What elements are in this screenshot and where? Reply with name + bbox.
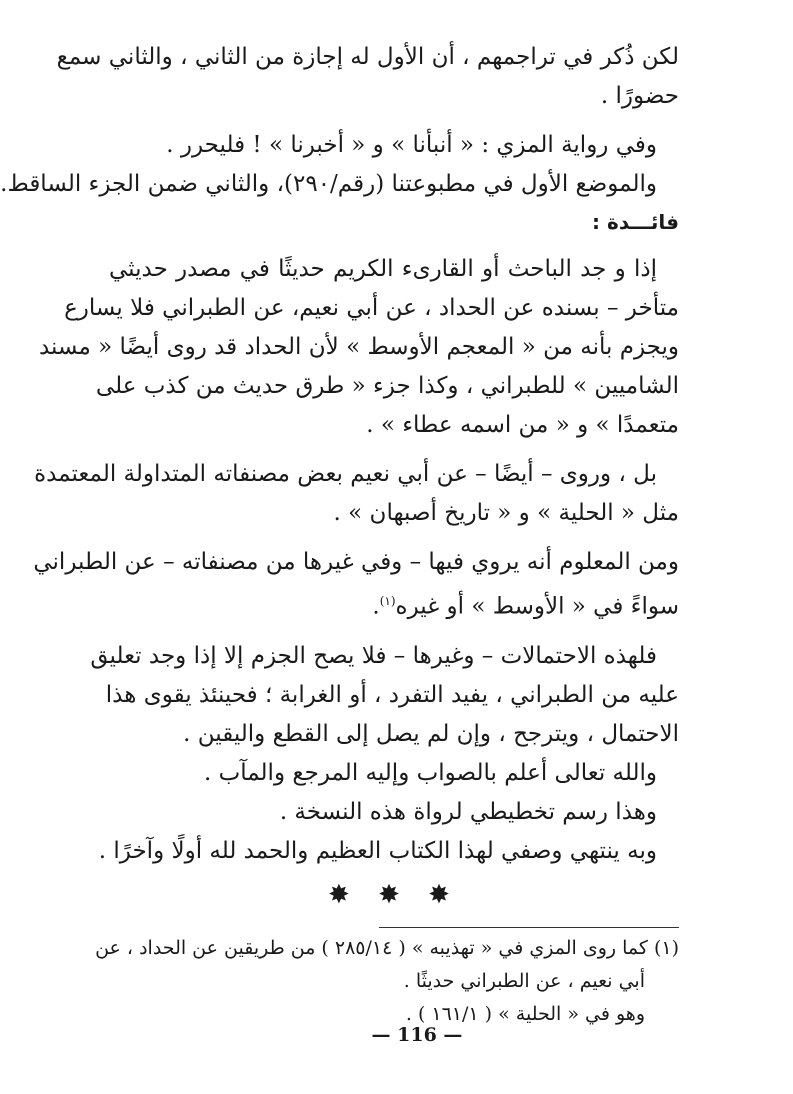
- text-line: إذا و جد الباحث أو القارىء الكريم حديثًا في مصدر حديثي: [109, 256, 657, 282]
- text-span: سواءً في « الأوسط » أو غيره: [395, 593, 679, 620]
- text-line: ومن المعلوم أنه يروي فيها – وفي غيرها من مصنفاته – عن الطبراني: [33, 549, 679, 575]
- footnote-line: (١) كما روى المزي في « تهذيبه » ( ٢٨٥/١٤ ) من طريقين عن الحداد ، عن: [95, 936, 679, 959]
- paragraph-7: [90, 637, 679, 754]
- text-span: .: [372, 593, 380, 620]
- text-line: عليه من الطبراني ، يفيد التفرد ، أو الغرابة ؛ فحينئذ يقوى هذا: [105, 681, 679, 708]
- footnote-reference: (١): [379, 594, 396, 608]
- paragraph-4: [38, 250, 679, 445]
- text-line: مثل « الحلية » و « تاريخ أصبهان » .: [333, 500, 679, 526]
- text-line: الشاميين » للطبراني ، وكذا جزء « طرق حديث من كذب على: [95, 373, 679, 399]
- text-line: حضورًا .: [600, 83, 679, 109]
- paragraph-5: [34, 455, 679, 533]
- page-body: [0, 38, 679, 1031]
- paragraph-10: وبه ينتهي وصفي لهذا الكتاب العظيم والحمد لله أولًا وآخرًا .: [98, 837, 657, 864]
- text-line: ويجزم بأنه من « المعجم الأوسط » لأن الحداد قد روى أيضًا « مسند: [38, 334, 679, 360]
- page-number: — 116 —: [371, 1024, 463, 1046]
- text-line: فلهذه الاحتمالات – وغيرها – فلا يصح الجزم إلا إذا وجد تعليق: [90, 642, 657, 669]
- section-heading: فائـــدة :: [592, 210, 679, 234]
- text-line: لكن ذُكر في تراجمهم ، أن الأول له إجازة من الثاني ، والثاني سمع: [56, 44, 679, 70]
- footnote-line: أبي نعيم ، عن الطبراني حديثًا .: [403, 969, 645, 992]
- footnotes: [95, 932, 679, 1031]
- footnote-line: وهو في « الحلية » ( ١٦١/١ ) .: [405, 1002, 645, 1025]
- text-line: بل ، وروى – أيضًا – عن أبي نعيم بعض مصنفاته المتداولة المعتمدة: [34, 461, 657, 487]
- footnote-divider: [379, 927, 679, 928]
- paragraph-9: وهذا رسم تخطيطي لرواة هذه النسخة .: [279, 798, 657, 825]
- text-line: متعمدًا » و « من اسمه عطاء » .: [366, 412, 679, 438]
- paragraph-6: [33, 543, 679, 627]
- paragraph-2: وفي رواية المزي : « أنبأنا » و « أخبرنا » ! فليحرر .: [166, 132, 657, 158]
- text-line: [109, 582, 679, 627]
- paragraph-1: [56, 38, 679, 116]
- paragraph-3: والموضع الأول في مطبوعتنا (رقم/٢٩٠)، والثاني ضمن الجزء الساقط.: [0, 171, 657, 197]
- paragraph-8: والله تعالى أعلم بالصواب وإليه المرجع والمآب .: [203, 759, 657, 786]
- text-line: متأخر – بسنده عن الحداد ، عن أبي نعيم، عن الطبراني فلا يسارع: [64, 295, 679, 321]
- section-separator: ✸ ✸ ✸: [328, 879, 460, 910]
- text-line: الاحتمال ، ويترجح ، وإن لم يصل إلى القطع واليقين .: [183, 720, 679, 747]
